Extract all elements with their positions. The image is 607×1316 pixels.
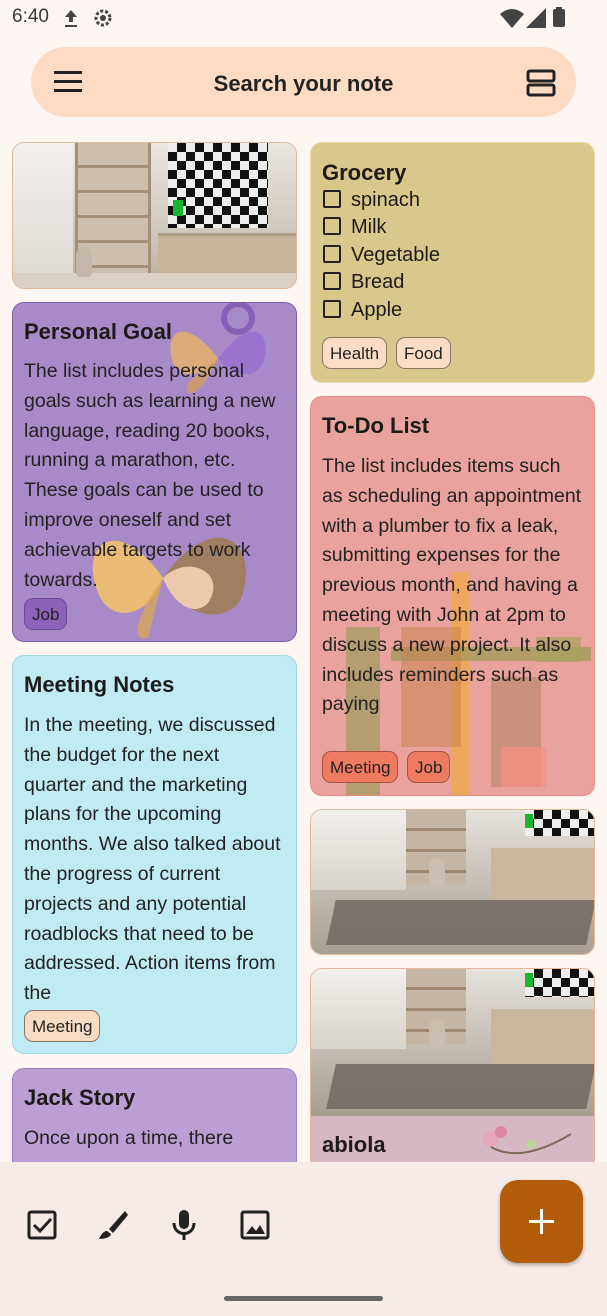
tag-chip[interactable]: Job: [407, 751, 450, 783]
search-bar[interactable]: [31, 47, 576, 117]
tag-chip[interactable]: Meeting: [24, 1010, 100, 1042]
note-title: Personal Goal: [24, 319, 172, 344]
checkbox-icon[interactable]: [323, 272, 341, 290]
note-card-meeting-notes[interactable]: [12, 655, 297, 1054]
add-note-button[interactable]: [500, 1180, 583, 1263]
note-body: The list includes personal goals such as learning a new language, reading 20 books, running a marathon, etc. These goals can be used to improve oneself and set achievable targets to work towards.: [24, 360, 276, 591]
note-title: Grocery: [322, 160, 407, 185]
note-title: To-Do List: [322, 413, 430, 438]
note-body: Once upon a time, there: [24, 1127, 234, 1149]
note-body: In the meeting, we discussed the budget for the next quarter and the marketing plans for the upcoming months. We also talked about the progress of current projects and any potential roadblocks that need to be addressed. Action items from the: [24, 714, 281, 1005]
tag-chip[interactable]: Health: [322, 337, 387, 369]
gesture-handle[interactable]: [224, 1296, 383, 1301]
add-icon: [528, 1208, 555, 1235]
signal-icon: [526, 8, 546, 28]
checkbox-icon[interactable]: [323, 190, 341, 208]
note-photo: [13, 143, 297, 289]
checkbox-icon[interactable]: [323, 300, 341, 318]
status-time: 6:40: [12, 6, 49, 27]
brush-icon[interactable]: [95, 1207, 131, 1243]
checklist-item[interactable]: Bread: [323, 269, 404, 296]
checkbox-icon[interactable]: [24, 1207, 60, 1243]
note-title: abiola: [322, 1132, 386, 1157]
note-card-image[interactable]: [12, 142, 297, 289]
note-title: Jack Story: [24, 1085, 136, 1110]
settings-icon: [92, 7, 114, 29]
checklist-item[interactable]: spinach: [323, 187, 420, 214]
tag-chip[interactable]: Job: [24, 598, 67, 630]
search-placeholder[interactable]: Search your note: [213, 71, 394, 96]
tag-chip[interactable]: Meeting: [322, 751, 398, 783]
view-toggle-icon[interactable]: [526, 68, 556, 98]
note-photo: [311, 810, 595, 955]
checkbox-icon[interactable]: [323, 217, 341, 235]
note-title: Meeting Notes: [24, 672, 175, 697]
note-card-todo[interactable]: [310, 396, 595, 796]
checklist-item[interactable]: Apple: [323, 297, 402, 324]
mic-icon[interactable]: [166, 1207, 202, 1243]
note-photo: [311, 969, 595, 1116]
checklist-item[interactable]: Vegetable: [323, 242, 440, 269]
checklist-item[interactable]: Milk: [323, 214, 387, 241]
battery-icon: [553, 7, 565, 27]
note-body: The list includes items such as scheduling an appointment with a plumber to fix a leak, submitting expenses for the previous month, and having a meeting with John at 2pm to discuss a new project. It also includes reminders such as paying: [322, 455, 582, 716]
status-bar: [0, 0, 607, 36]
wifi-icon: [500, 8, 524, 28]
upload-icon: [62, 8, 80, 28]
image-icon[interactable]: [237, 1207, 273, 1243]
tag-chip[interactable]: Food: [396, 337, 451, 369]
note-card-personal-goal[interactable]: [12, 302, 297, 642]
note-card-abiola[interactable]: [310, 968, 595, 1178]
note-card-grocery[interactable]: [310, 142, 595, 383]
note-card-image[interactable]: [310, 809, 595, 955]
checkbox-icon[interactable]: [323, 245, 341, 263]
